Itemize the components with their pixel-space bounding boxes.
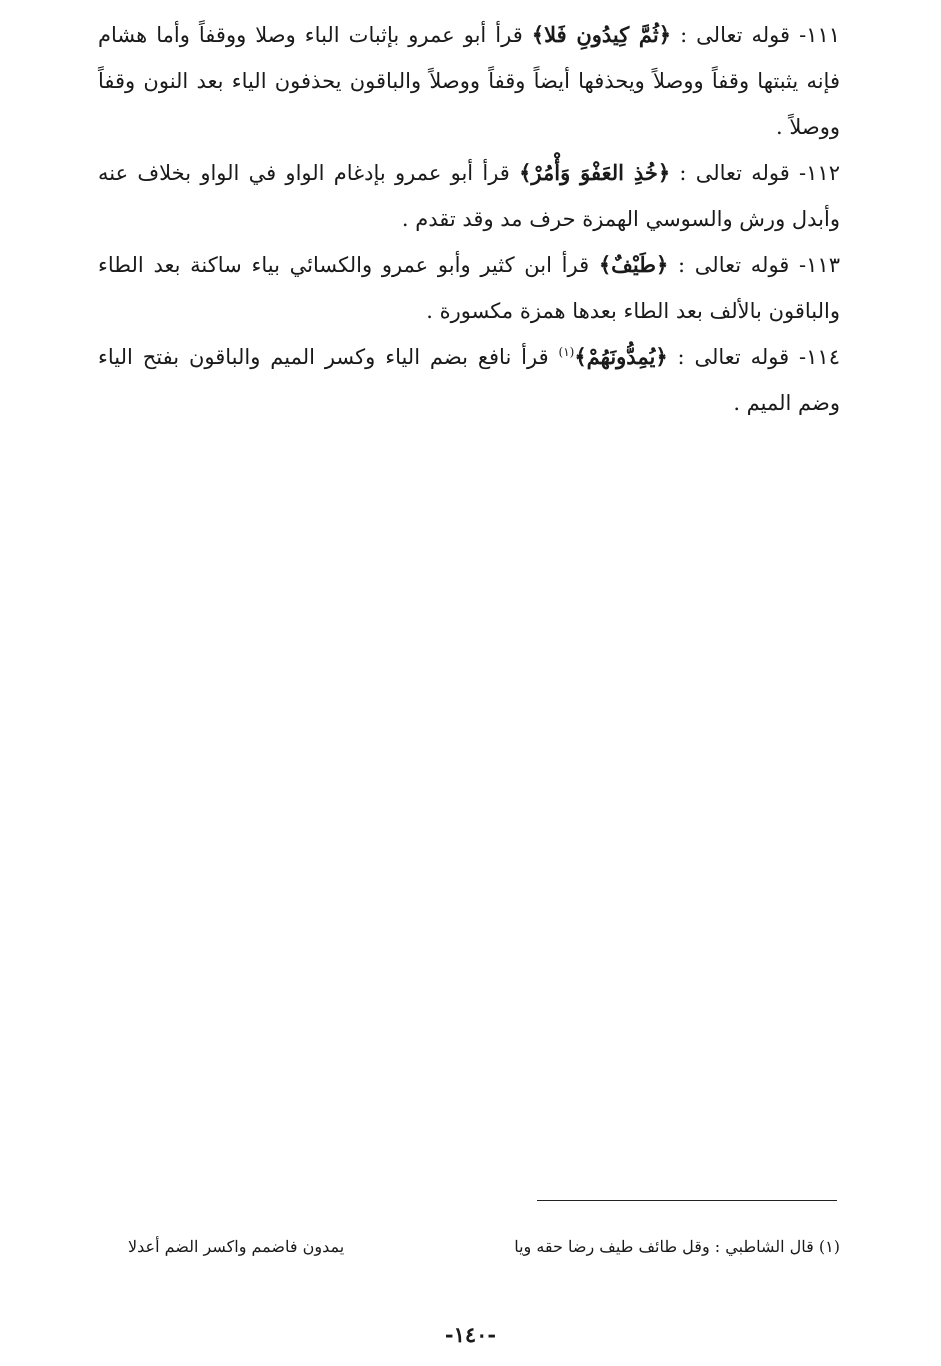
footnote-reference: (١) [558,345,575,359]
paragraph-lead: ١١٣- قوله تعالى : [668,253,840,277]
paragraph-lead: ١١٢- قوله تعالى : [670,161,840,185]
footnote-second-hemistich: يمدون فاضمم واكسر الضم أعدلا [128,1237,345,1256]
paragraph-114 [98,334,840,426]
main-text [98,12,840,426]
paragraph-text: قرأ نافع بضم الياء وكسر الميم والباقون بفتح الياء وضم الميم . [98,345,840,415]
quran-verse: ﴿يُمِدُّونَهُمْ﴾ [574,344,668,369]
paragraph-111 [98,12,840,150]
paragraph-text: قرأ ابن كثير وأبو عمرو والكسائي بياء ساكنة بعد الطاء والباقون بالألف بعد الطاء بعدها همزة مكسورة . [98,253,840,323]
footnote-separator [537,1200,837,1201]
page-number: -١٤٠- [444,1322,497,1347]
footnote [128,1234,840,1260]
paragraph-lead: ١١١- قوله تعالى : [671,23,841,47]
quran-verse: ﴿طَيْفٌ﴾ [598,252,669,277]
paragraph-text: قرأ أبو عمرو بإثبات الباء وصلا ووقفاً وأما هشام فإنه يثبتها وقفاً ووصلاً ويحذفها أيضاً وقفاً ووصلاً والباقون يحذفون الياء بعد النون وقفاً ووصلاً . [98,23,840,139]
quran-verse: ﴿خُذِ العَفْوَ وَأْمُرْ﴾ [519,160,671,185]
paragraph-113 [98,242,840,334]
quran-verse: ﴿ثُمَّ كِيدُونِ فَلا﴾ [531,22,672,47]
paragraph-112 [98,150,840,242]
paragraph-lead: ١١٤- قوله تعالى : [667,345,840,369]
paragraph-text: قرأ أبو عمرو بإدغام الواو في الواو بخلاف عنه وأبدل ورش والسوسي الهمزة حرف مد وقد تقدم . [98,161,840,231]
footnote-first-hemistich: (١) قال الشاطبي : وقل طائف طيف رضا حقه ويا [514,1237,840,1256]
